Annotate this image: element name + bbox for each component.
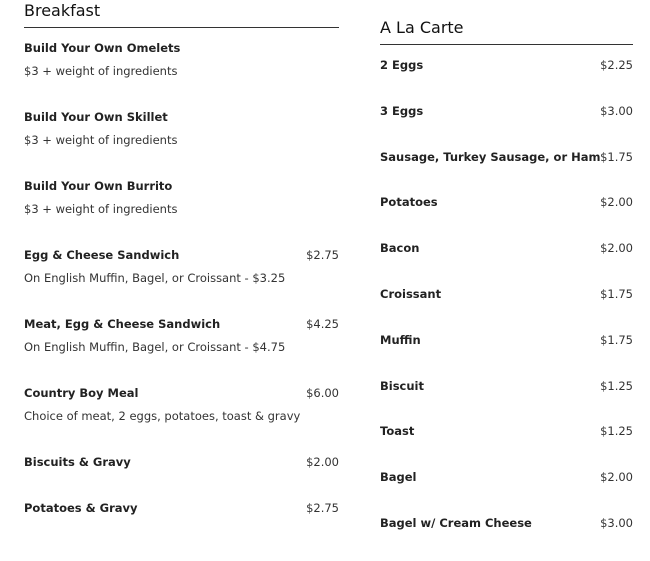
menu-item-toast: [380, 423, 633, 469]
item-name: Egg & Cheese Sandwich: [24, 248, 180, 262]
item-name: Bagel w/ Cream Cheese: [380, 515, 532, 530]
menu-item-biscuits-gravy: [24, 454, 339, 500]
item-price: $2.00: [600, 195, 633, 210]
menu-item-biscuit: [380, 378, 633, 424]
menu-item-3-eggs: [380, 103, 633, 149]
item-price: $1.75: [600, 286, 633, 301]
item-name: Bacon: [380, 241, 420, 256]
menu-item-build-skillet: [24, 109, 339, 178]
item-description: $3 + weight of ingredients: [24, 64, 178, 78]
item-name: Build Your Own Skillet: [24, 110, 168, 124]
a-la-carte-column: [380, 0, 633, 561]
item-price: $2.00: [306, 455, 339, 469]
item-price: $3.00: [600, 515, 633, 530]
item-name: Biscuits & Gravy: [24, 455, 131, 469]
item-name: Biscuit: [380, 378, 424, 393]
menu-item-muffin: [380, 332, 633, 378]
item-name: Meat, Egg & Cheese Sandwich: [24, 317, 221, 331]
a-la-carte-heading: A La Carte: [380, 18, 464, 37]
item-price: $2.75: [306, 248, 339, 262]
item-description: On English Muffin, Bagel, or Croissant - $3.25: [24, 271, 286, 285]
breakfast-heading: Breakfast: [24, 1, 101, 20]
item-name: Potatoes: [380, 195, 438, 210]
item-name: Sausage, Turkey Sausage, or Ham: [380, 149, 601, 164]
item-price: $1.75: [600, 332, 633, 347]
item-name: 3 Eggs: [380, 103, 424, 118]
menu-item-sausage: [380, 149, 633, 195]
menu-item-bagel-cream-cheese: [380, 515, 633, 561]
item-price: $4.25: [306, 317, 339, 331]
menu-item-build-burrito: [24, 178, 339, 247]
item-name: Potatoes & Gravy: [24, 501, 138, 515]
item-price: $6.00: [306, 386, 339, 400]
menu-item-bagel: [380, 469, 633, 515]
item-price: $1.25: [600, 424, 633, 439]
menu-item-croissant: [380, 286, 633, 332]
item-price: $2.00: [600, 241, 633, 256]
item-name: 2 Eggs: [380, 58, 424, 72]
menu-item-potatoes: [380, 194, 633, 240]
menu-item-2-eggs: [380, 57, 633, 103]
item-name: Country Boy Meal: [24, 386, 139, 400]
menu-item-build-omelets: [24, 40, 339, 109]
item-price: $1.25: [600, 378, 633, 393]
item-description: $3 + weight of ingredients: [24, 202, 178, 216]
menu-item-country-boy-meal: [24, 385, 339, 454]
item-name: Toast: [380, 424, 415, 439]
item-price: $2.75: [306, 501, 339, 515]
item-name: Build Your Own Omelets: [24, 41, 181, 55]
menu-item-potatoes-gravy: [24, 500, 339, 546]
item-name: Muffin: [380, 332, 421, 347]
menu-item-egg-cheese-sandwich: [24, 247, 339, 316]
item-name: Croissant: [380, 286, 442, 301]
item-description: Choice of meat, 2 eggs, potatoes, toast & gravy: [24, 409, 301, 423]
item-name: Build Your Own Burrito: [24, 179, 173, 193]
menu-item-bacon: [380, 240, 633, 286]
breakfast-item-list: [24, 28, 339, 546]
item-price: $2.25: [600, 58, 633, 72]
item-description: $3 + weight of ingredients: [24, 133, 178, 147]
item-name: Bagel: [380, 470, 417, 485]
item-description: On English Muffin, Bagel, or Croissant - $4.75: [24, 340, 286, 354]
menu-item-meat-egg-cheese-sandwich: [24, 316, 339, 385]
item-price: $3.00: [600, 103, 633, 118]
item-price: $1.75: [600, 149, 633, 164]
a-la-carte-item-list: [380, 45, 633, 561]
breakfast-column: [24, 0, 339, 546]
item-price: $2.00: [600, 470, 633, 485]
